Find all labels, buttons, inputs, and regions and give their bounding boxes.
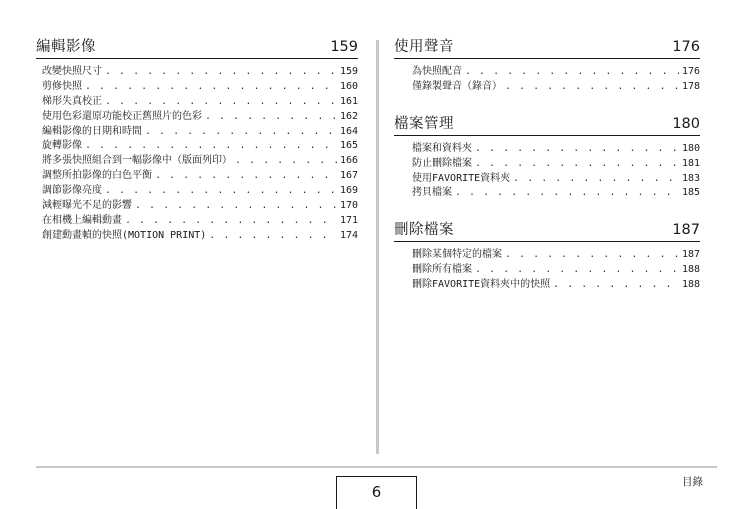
dot-leader bbox=[205, 110, 337, 125]
toc-entry-page-number: 164 bbox=[339, 125, 358, 137]
toc-entry-label: 減輕曝光不足的影響 bbox=[42, 200, 132, 212]
toc-entry-page-number: 159 bbox=[339, 66, 358, 77]
toc-entry-label: 刪除FAVORITE資料夾中的快照 bbox=[412, 279, 551, 291]
toc-entry[interactable] bbox=[36, 95, 358, 110]
toc-entry-label: 僅錄製聲音（錄音） bbox=[412, 80, 502, 92]
toc-entry-label: 調節影像亮度 bbox=[42, 185, 102, 197]
toc-entry[interactable] bbox=[36, 199, 358, 214]
toc-entry[interactable] bbox=[36, 229, 358, 244]
dot-leader bbox=[513, 172, 679, 187]
toc-entry-page-number: 162 bbox=[339, 110, 358, 122]
toc-entry[interactable] bbox=[394, 278, 700, 293]
toc-entry[interactable] bbox=[394, 157, 700, 172]
toc-entry-list bbox=[394, 248, 700, 293]
toc-entry[interactable] bbox=[394, 142, 700, 157]
section-heading[interactable] bbox=[394, 38, 700, 59]
dot-leader bbox=[209, 229, 337, 244]
toc-entry-page-number: 167 bbox=[339, 170, 358, 182]
toc-entry-page-number: 161 bbox=[339, 95, 358, 107]
section-title: 使用聲音 bbox=[394, 39, 454, 55]
toc-entry[interactable] bbox=[36, 154, 358, 169]
toc-entry[interactable] bbox=[36, 184, 358, 199]
toc-entry-label: 編輯影像的日期和時間 bbox=[42, 125, 142, 137]
toc-entry-page-number: 166 bbox=[339, 155, 358, 167]
toc-entry-page-number: 178 bbox=[681, 80, 700, 92]
page-number: 6 bbox=[336, 476, 417, 509]
toc-entry[interactable] bbox=[394, 65, 700, 80]
toc-entry[interactable] bbox=[394, 80, 700, 95]
toc-entry-label: 為快照配音 bbox=[412, 66, 462, 77]
toc-section bbox=[36, 38, 358, 244]
dot-leader bbox=[553, 278, 679, 293]
footer-rule bbox=[36, 466, 717, 468]
dot-leader bbox=[145, 125, 337, 140]
toc-entry-list bbox=[36, 65, 358, 244]
dot-leader bbox=[505, 80, 679, 95]
toc-entry[interactable] bbox=[36, 65, 358, 80]
dot-leader bbox=[135, 199, 337, 214]
section-page-number: 159 bbox=[330, 39, 358, 55]
dot-leader bbox=[105, 184, 337, 199]
toc-entry-label: 檔案和資料夾 bbox=[412, 142, 472, 154]
toc-entry[interactable] bbox=[36, 110, 358, 125]
toc-entry-page-number: 171 bbox=[339, 214, 358, 226]
section-heading[interactable] bbox=[394, 221, 700, 242]
section-title: 編輯影像 bbox=[36, 39, 96, 55]
section-title: 檔案管理 bbox=[394, 115, 454, 132]
section-title: 刪除檔案 bbox=[394, 222, 454, 239]
toc-entry-label: 在相機上編輯動畫 bbox=[42, 214, 122, 226]
toc-section bbox=[394, 221, 700, 293]
dot-leader bbox=[105, 65, 337, 80]
dot-leader bbox=[505, 248, 679, 263]
dot-leader bbox=[125, 214, 337, 229]
toc-entry-page-number: 183 bbox=[681, 172, 700, 184]
toc-entry-list bbox=[394, 142, 700, 202]
dot-leader bbox=[455, 186, 679, 201]
section-heading[interactable] bbox=[36, 38, 358, 59]
toc-entry[interactable] bbox=[394, 172, 700, 187]
toc-entry-page-number: 187 bbox=[681, 249, 700, 261]
toc-entry-page-number: 180 bbox=[681, 142, 700, 154]
toc-entry-label: 使用FAVORITE資料夾 bbox=[412, 172, 511, 184]
toc-entry-page-number: 170 bbox=[339, 200, 358, 212]
section-page-number: 180 bbox=[672, 115, 700, 132]
column-divider bbox=[376, 40, 379, 454]
dot-leader bbox=[85, 80, 337, 95]
dot-leader bbox=[105, 95, 337, 110]
toc-entry-page-number: 169 bbox=[339, 185, 358, 197]
dot-leader bbox=[475, 263, 679, 278]
toc-entry-page-number: 185 bbox=[681, 187, 700, 199]
toc-entry-label: 創建動畫幀的快照(MOTION PRINT) bbox=[42, 229, 207, 241]
toc-right-column bbox=[394, 38, 700, 313]
toc-entry[interactable] bbox=[36, 139, 358, 154]
toc-entry[interactable] bbox=[36, 125, 358, 140]
dot-leader bbox=[155, 169, 337, 184]
toc-entry-page-number: 174 bbox=[339, 229, 358, 241]
toc-entry[interactable] bbox=[36, 214, 358, 229]
toc-entry-label: 刪除某個特定的檔案 bbox=[412, 249, 502, 261]
toc-entry-label: 調整所拍影像的白色平衡 bbox=[42, 170, 152, 182]
dot-leader bbox=[475, 142, 679, 157]
toc-entry-page-number: 188 bbox=[681, 264, 700, 276]
footer-section-label: 目錄 bbox=[682, 476, 703, 488]
dot-leader bbox=[235, 154, 337, 169]
section-page-number: 187 bbox=[672, 222, 700, 239]
toc-entry-page-number: 165 bbox=[339, 140, 358, 152]
toc-entry-page-number: 181 bbox=[681, 157, 700, 169]
toc-left-column bbox=[36, 38, 358, 264]
toc-entry-page-number: 188 bbox=[681, 279, 700, 291]
toc-entry[interactable] bbox=[394, 263, 700, 278]
toc-section bbox=[394, 115, 700, 202]
toc-entry[interactable] bbox=[394, 248, 700, 263]
toc-entry-list bbox=[394, 65, 700, 95]
dot-leader bbox=[475, 157, 679, 172]
toc-entry-label: 使用色彩還原功能校正舊照片的色彩 bbox=[42, 110, 202, 122]
toc-entry-label: 將多張快照組合到一幅影像中（版面列印） bbox=[42, 155, 232, 167]
toc-entry-page-number: 176 bbox=[681, 66, 700, 77]
section-page-number: 176 bbox=[672, 39, 700, 55]
toc-entry-label: 刪除所有檔案 bbox=[412, 264, 472, 276]
toc-entry[interactable] bbox=[36, 80, 358, 95]
toc-entry[interactable] bbox=[36, 169, 358, 184]
toc-entry[interactable] bbox=[394, 186, 700, 201]
toc-entry-label: 剪修快照 bbox=[42, 80, 82, 92]
toc-entry-page-number: 160 bbox=[339, 80, 358, 92]
toc-entry-label: 旋轉影像 bbox=[42, 140, 82, 152]
dot-leader bbox=[465, 65, 679, 80]
dot-leader bbox=[85, 139, 337, 154]
toc-entry-label: 拷貝檔案 bbox=[412, 187, 452, 199]
toc-entry-label: 梯形失真校正 bbox=[42, 95, 102, 107]
toc-section bbox=[394, 38, 700, 95]
toc-entry-label: 改變快照尺寸 bbox=[42, 66, 102, 77]
section-heading[interactable] bbox=[394, 115, 700, 136]
toc-entry-label: 防止刪除檔案 bbox=[412, 157, 472, 169]
